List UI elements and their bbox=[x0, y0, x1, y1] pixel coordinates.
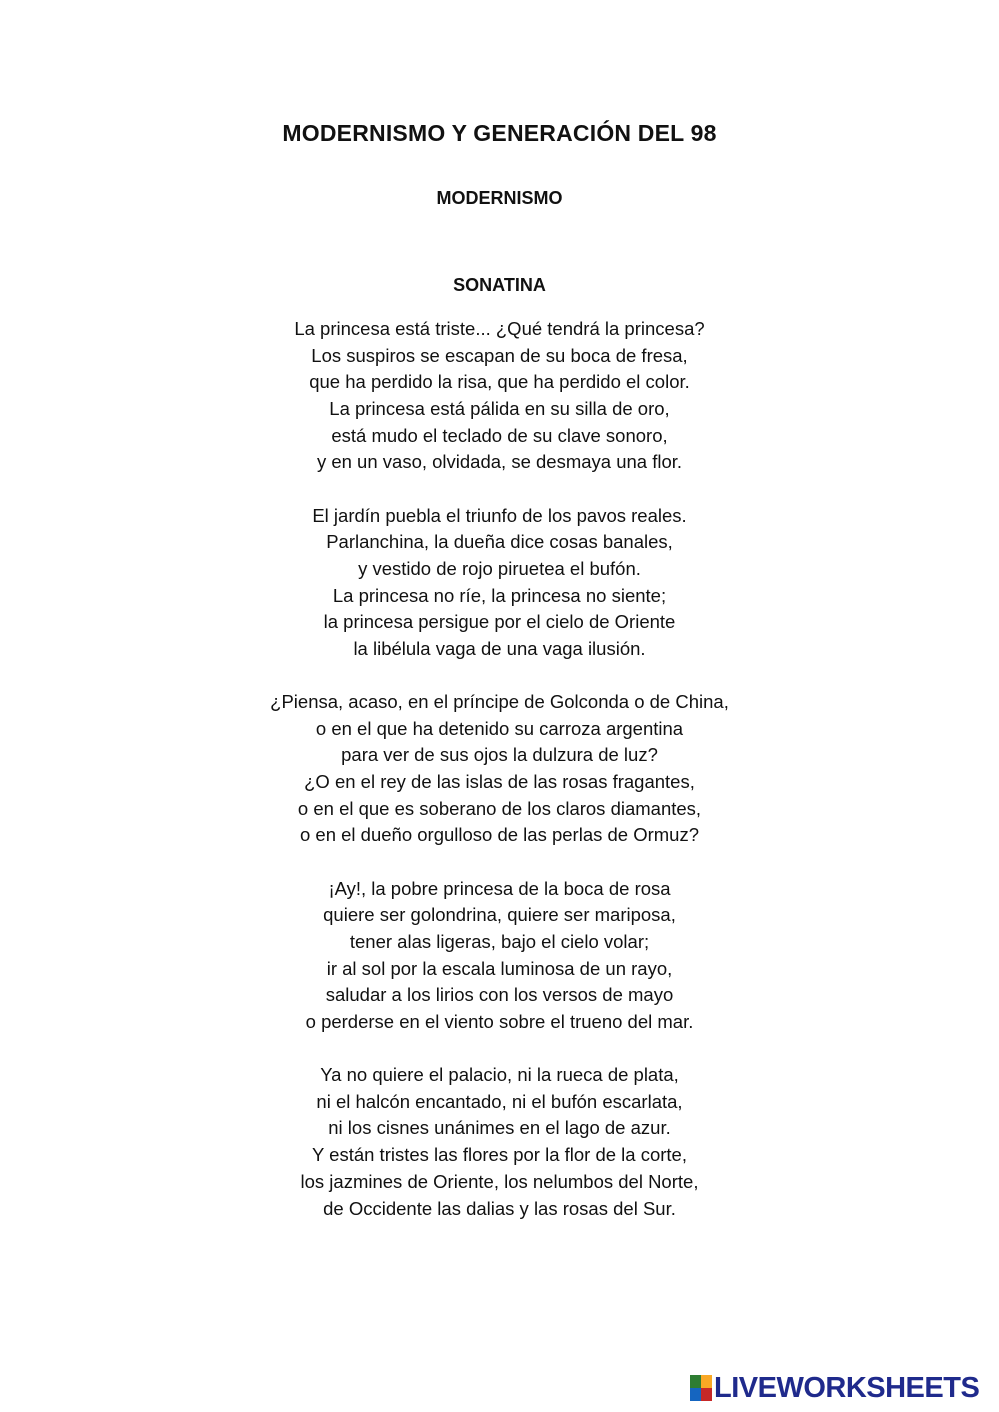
poem-line: o en el que ha detenido su carroza argentina bbox=[315, 717, 684, 739]
poem-title: SONATINA bbox=[453, 275, 546, 295]
section-heading: MODERNISMO bbox=[436, 188, 563, 208]
poem-line: de Occidente las dalias y las rosas del Sur. bbox=[323, 1197, 676, 1219]
stanza bbox=[0, 876, 999, 1036]
poem-line: y en un vaso, olvidada, se desmaya una flor. bbox=[316, 451, 683, 473]
poem-line: Ya no quiere el palacio, ni la rueca de plata, bbox=[320, 1064, 679, 1086]
logo-square bbox=[690, 1388, 701, 1401]
poem-line: ir al sol por la escala luminosa de un rayo, bbox=[326, 957, 673, 979]
poem-line: la princesa persigue por el cielo de Oriente bbox=[323, 611, 676, 633]
poem-line: ¿Piensa, acaso, en el príncipe de Golconda o de China, bbox=[270, 691, 729, 713]
poem-line: La princesa no ríe, la princesa no siente; bbox=[332, 584, 667, 606]
poem-line: El jardín puebla el triunfo de los pavos reales. bbox=[312, 504, 687, 526]
poem-line: ¿O en el rey de las islas de las rosas fragantes, bbox=[304, 771, 695, 793]
poem-line: ¡Ay!, la pobre princesa de la boca de rosa bbox=[328, 877, 671, 899]
logo-square bbox=[701, 1388, 712, 1401]
poem-line: saludar a los lirios con los versos de mayo bbox=[325, 984, 674, 1006]
poem-line: Los suspiros se escapan de su boca de fresa, bbox=[311, 344, 688, 366]
poem-line: La princesa está pálida en su silla de oro, bbox=[329, 398, 670, 420]
liveworksheets-logo bbox=[690, 1372, 979, 1404]
logo-square bbox=[690, 1375, 701, 1388]
logo-square bbox=[701, 1375, 712, 1388]
poem-line: quiere ser golondrina, quiere ser mariposa, bbox=[323, 904, 676, 926]
poem-line: está mudo el teclado de su clave sonoro, bbox=[331, 424, 668, 446]
poem-line: la libélula vaga de una vaga ilusión. bbox=[353, 637, 646, 659]
poem-line: o perderse en el viento sobre el trueno del mar. bbox=[305, 1010, 694, 1032]
poem-line: ni los cisnes unánimes en el lago de azur. bbox=[328, 1117, 671, 1139]
stanza bbox=[0, 689, 999, 849]
stanza bbox=[0, 503, 999, 663]
stanza bbox=[0, 1062, 999, 1222]
poem-line: y vestido de rojo piruetea el bufón. bbox=[358, 557, 641, 579]
poem-line: o en el dueño orgulloso de las perlas de Ormuz? bbox=[299, 824, 700, 846]
poem-line: los jazmines de Oriente, los nelumbos del Norte, bbox=[300, 1170, 699, 1192]
poem-line: que ha perdido la risa, que ha perdido el color. bbox=[309, 371, 690, 393]
poem-line: o en el que es soberano de los claros diamantes, bbox=[297, 797, 702, 819]
stanza bbox=[0, 316, 999, 476]
poem-body bbox=[0, 316, 999, 1249]
poem-line: para ver de sus ojos la dulzura de luz? bbox=[341, 744, 658, 766]
poem-line: tener alas ligeras, bajo el cielo volar; bbox=[349, 930, 650, 952]
logo-text: LIVEWORKSHEETS bbox=[714, 1372, 980, 1404]
poem-line: Parlanchina, la dueña dice cosas banales, bbox=[326, 531, 673, 553]
liveworksheets-logo-icon bbox=[690, 1375, 712, 1401]
poem-line: Y están tristes las flores por la flor de la corte, bbox=[312, 1144, 687, 1166]
poem-line: ni el halcón encantado, ni el bufón escarlata, bbox=[316, 1090, 683, 1112]
poem-line: La princesa está triste... ¿Qué tendrá la princesa? bbox=[294, 318, 705, 339]
page-title: MODERNISMO Y GENERACIÓN DEL 98 bbox=[282, 120, 717, 146]
